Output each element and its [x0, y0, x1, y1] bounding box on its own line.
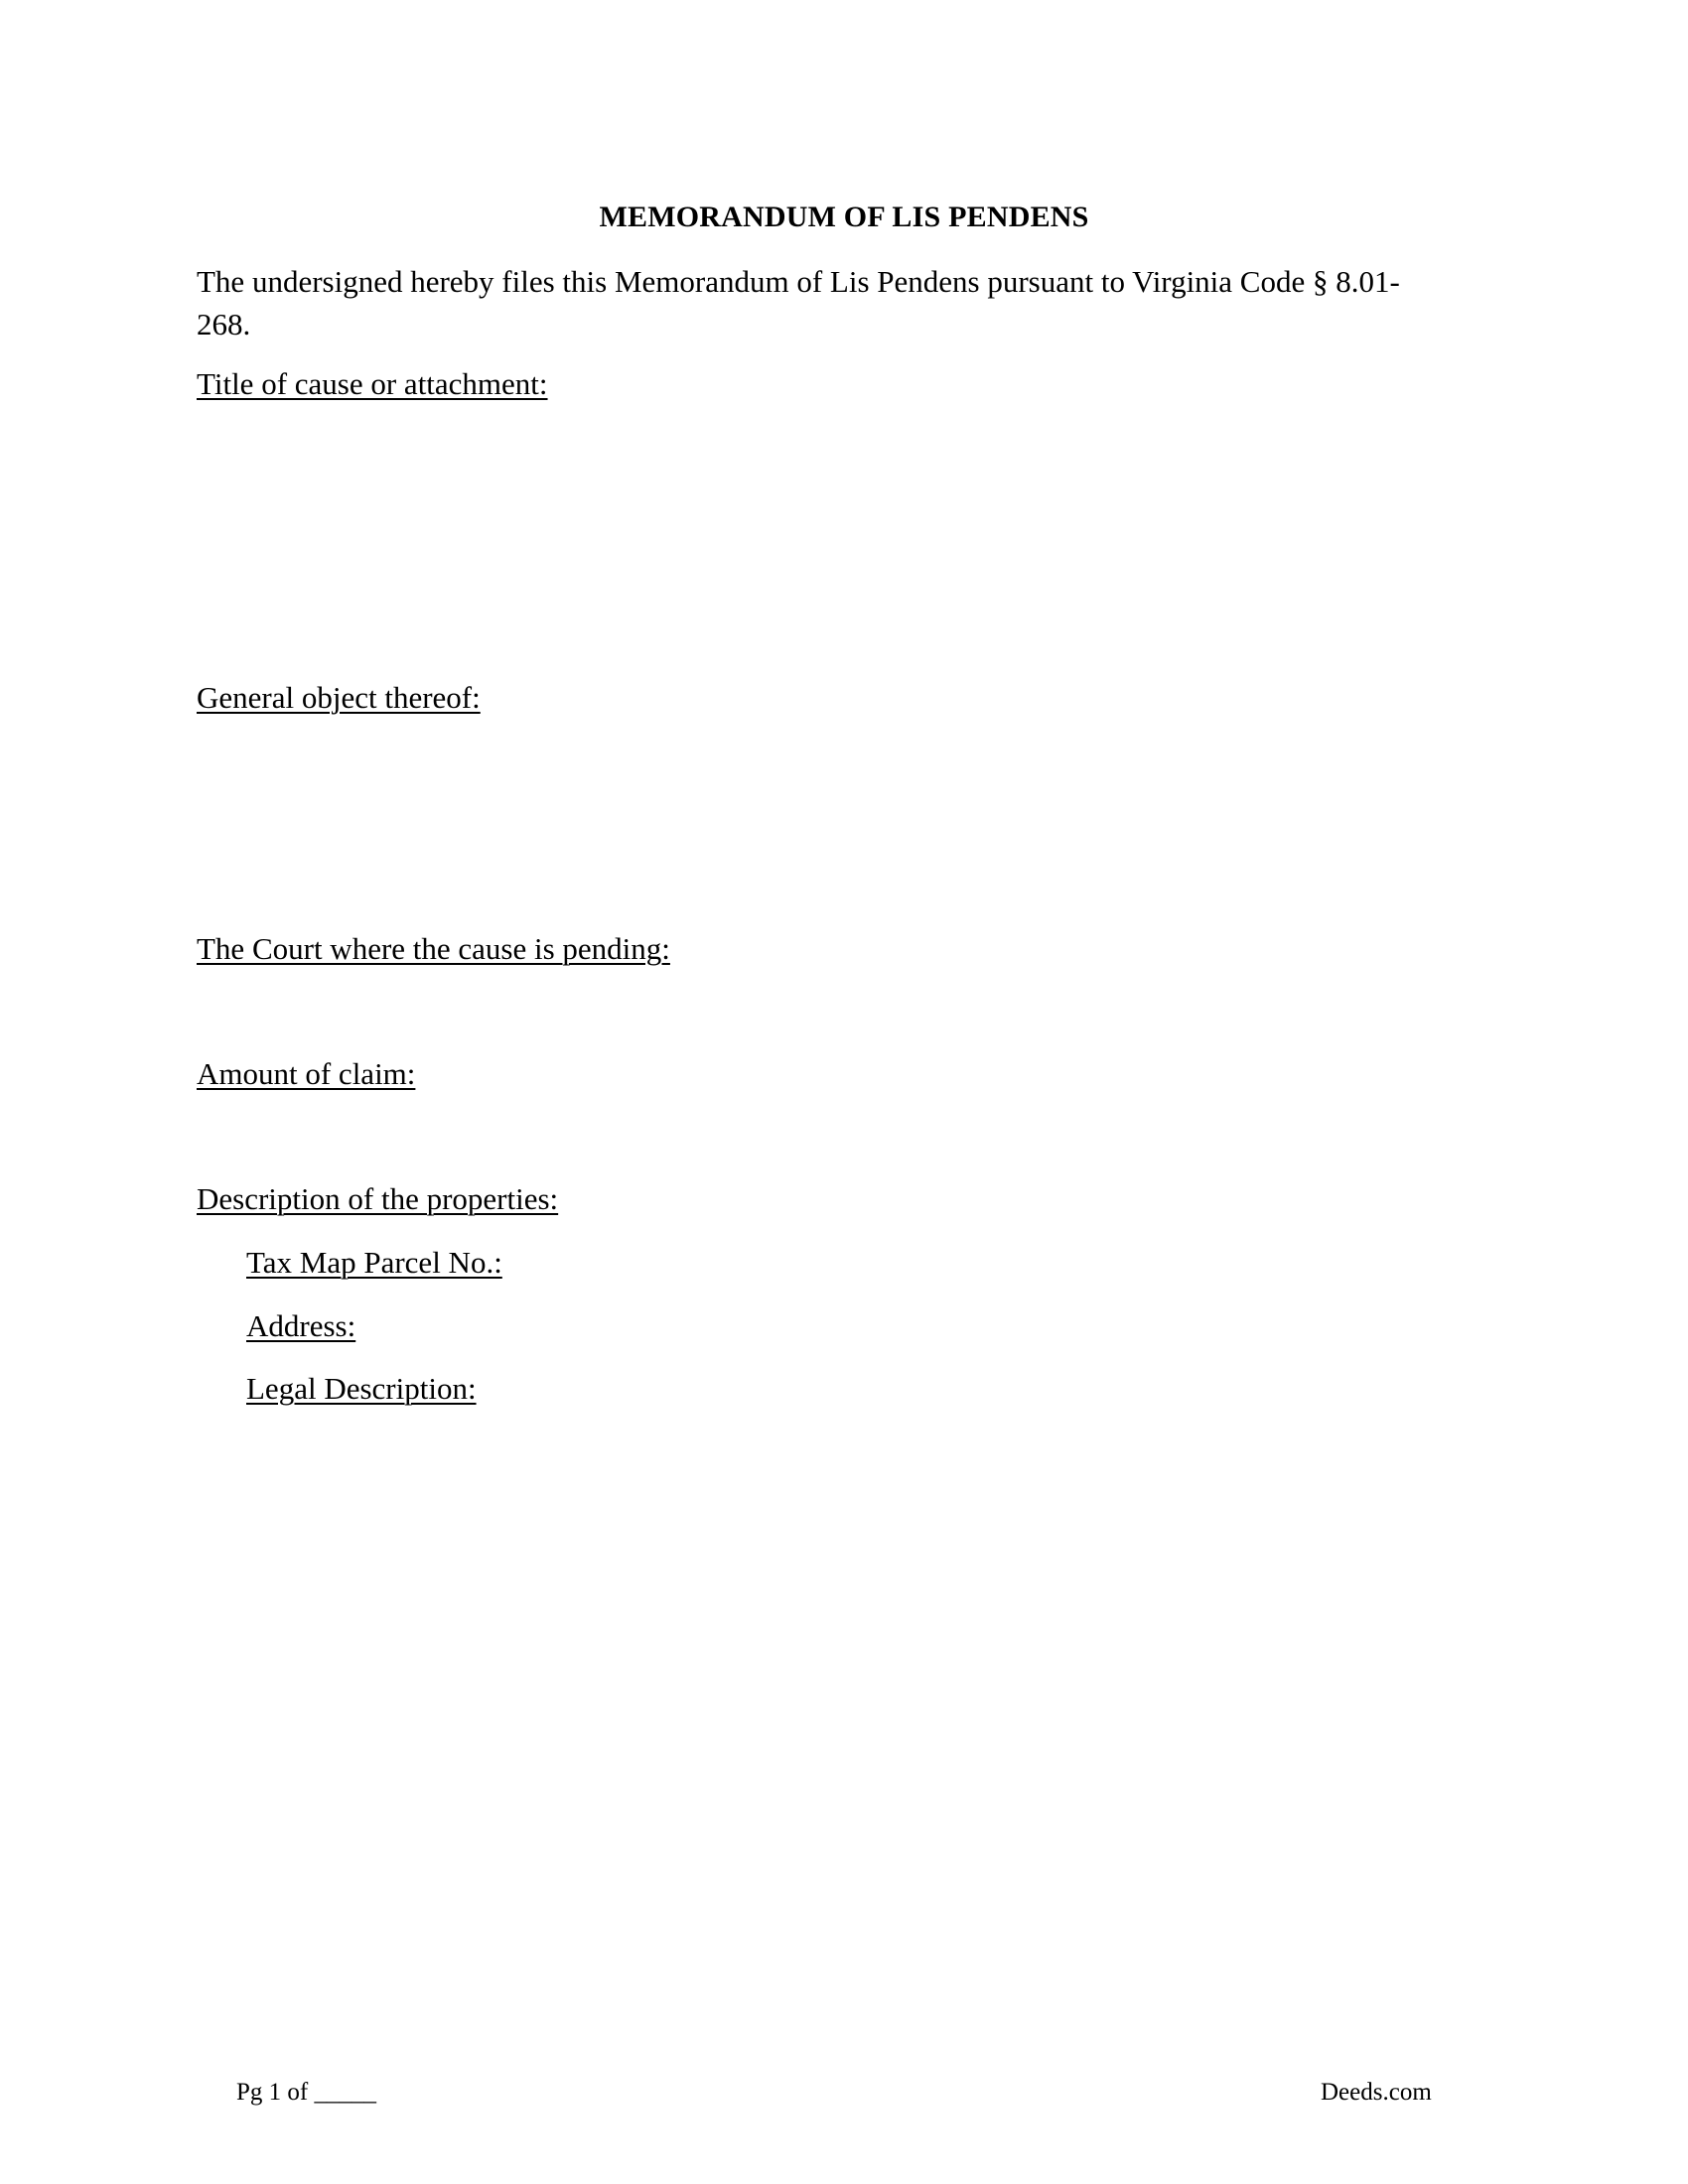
general-object-label: General object thereof:: [197, 680, 481, 715]
property-description-label: Description of the properties:: [197, 1181, 559, 1216]
document-title: MEMORANDUM OF LIS PENDENS: [599, 201, 1089, 233]
intro-paragraph: The undersigned hereby files this Memorandum of Lis Pendens pursuant to Virginia Code § 8.01-268.: [197, 264, 1400, 341]
brand-footer: Deeds.com: [1321, 2079, 1432, 2106]
amount-of-claim-label: Amount of claim:: [197, 1056, 416, 1091]
address-label: Address:: [246, 1308, 356, 1343]
legal-description-label: Legal Description:: [246, 1371, 477, 1406]
tax-map-parcel-label: Tax Map Parcel No.:: [246, 1245, 502, 1280]
page-number: Pg 1 of _____: [236, 2079, 376, 2106]
court-label: The Court where the cause is pending:: [197, 931, 670, 966]
title-of-cause-label: Title of cause or attachment:: [197, 366, 548, 401]
